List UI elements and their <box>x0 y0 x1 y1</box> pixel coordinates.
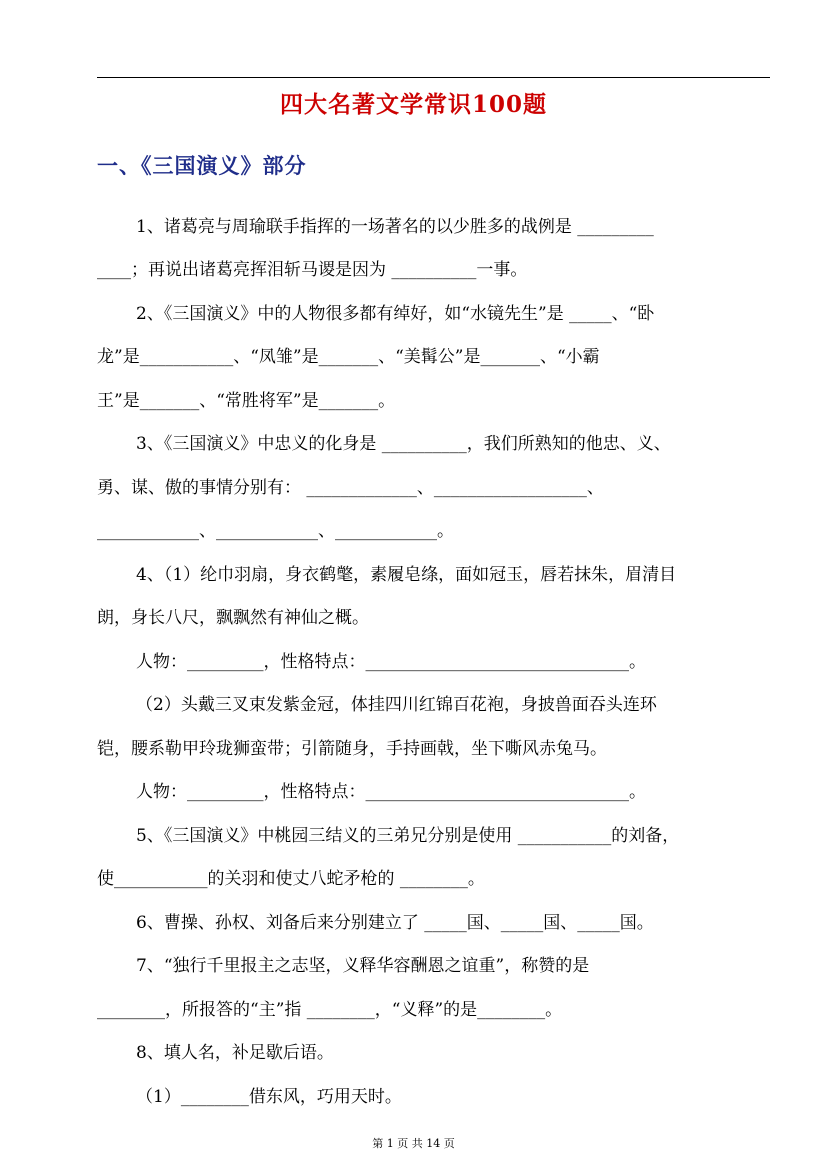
text-line: ____；再说出诸葛亮挥泪斩马谡是因为 __________一事。 <box>97 260 528 280</box>
text-line: 铠，腰系勒甲玲珑狮蛮带；引箭随身，手持画戟，坐下嘶风赤兔马。 <box>97 739 607 759</box>
text-line: 朗，身长八尺，飘飘然有神仙之概。 <box>97 608 369 628</box>
text-line: 5、《三国演义》中桃园三结义的三弟兄分别是使用 ___________的刘备， <box>136 826 680 846</box>
text-line: 1、诸葛亮与周瑜联手指挥的一场著名的以少胜多的战例是 _________ <box>136 217 654 237</box>
text-line: 龙”是___________、“凤雏”是_______、“美髯公”是_______、“小霸 <box>97 347 600 367</box>
text-line: ____________、____________、____________。 <box>97 521 454 541</box>
text-line: （2）头戴三叉束发紫金冠，体挂四川红锦百花袍，身披兽面吞头连环 <box>136 695 657 715</box>
text-line: 2、《三国演义》中的人物很多都有绰好，如“水镜先生”是 _____、“卧 <box>136 304 655 324</box>
text-line: 8、填人名，补足歇后语。 <box>136 1043 334 1063</box>
text-line: 7、“独行千里报主之志坚，义释华容酬恩之谊重”，称赞的是 <box>136 956 590 976</box>
text-line: 4、（1）纶巾羽扇，身衣鹤氅，素履皂绦，面如冠玉，唇若抹朱，眉清目 <box>136 565 677 585</box>
text-line: 3、《三国演义》中忠义的化身是 __________，我们所熟知的他忠、义、 <box>136 434 671 454</box>
text-line: 人物：_________，性格特点：_______________________________。 <box>136 652 646 672</box>
text-line: 人物：_________，性格特点：_______________________________。 <box>136 782 646 802</box>
text-line: 使___________的关羽和使丈八蛇矛枪的 ________。 <box>97 869 485 889</box>
header-rule <box>97 77 770 78</box>
text-line: ________，所报答的“主”指 ________，“义释”的是________。 <box>97 1000 563 1020</box>
page-footer: 第 1 页 共 14 页 <box>372 1137 455 1150</box>
section-heading: 一、《三国演义》部分 <box>97 153 307 178</box>
page-title: 四大名著文学常识100题 <box>279 91 547 118</box>
text-line: 勇、谋、傲的事情分别有： _____________、__________________、 <box>97 478 604 498</box>
text-line: 6、曹操、孙权、刘备后来分别建立了 _____国、_____国、_____国。 <box>136 913 654 933</box>
text-line: 王”是_______、“常胜将军”是_______。 <box>97 391 396 411</box>
text-line: （1）________借东风，巧用天时。 <box>136 1087 402 1107</box>
